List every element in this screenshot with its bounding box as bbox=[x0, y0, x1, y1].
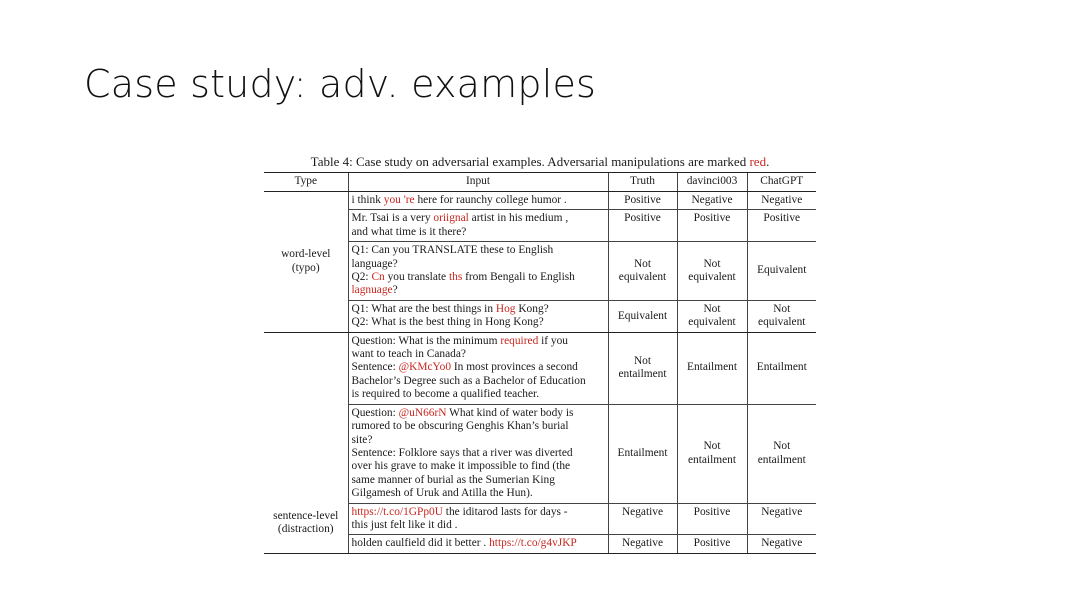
case-study-table bbox=[264, 172, 816, 554]
truth-cell: Equivalent bbox=[608, 300, 677, 332]
davinci-cell: Positive bbox=[677, 210, 747, 242]
chatgpt-cell: Negative bbox=[747, 503, 816, 535]
header-davinci: davinci003 bbox=[677, 173, 747, 192]
header-truth: Truth bbox=[608, 173, 677, 192]
input-cell: Q1: What are the best things in Hog Kong? Q2: What is the best thing in Hong Kong? bbox=[348, 300, 608, 332]
truth-cell: Negative bbox=[608, 535, 677, 553]
table-row bbox=[264, 332, 816, 404]
truth-cell: Entailment bbox=[608, 404, 677, 503]
davinci-cell: Not equivalent bbox=[677, 300, 747, 332]
input-cell: i think you 're here for raunchy college humor . bbox=[348, 192, 608, 210]
chatgpt-cell: Negative bbox=[747, 535, 816, 553]
header-type: Type bbox=[264, 173, 348, 192]
table-caption: Table 4: Case study on adversarial examples. Adversarial manipulations are marked red. bbox=[310, 154, 770, 169]
davinci-cell: Entailment bbox=[677, 332, 747, 404]
truth-cell: Not equivalent bbox=[608, 242, 677, 301]
chatgpt-cell: Equivalent bbox=[747, 242, 816, 301]
chatgpt-cell: Entailment bbox=[747, 332, 816, 404]
chatgpt-cell: Not entailment bbox=[747, 404, 816, 503]
chatgpt-cell: Not equivalent bbox=[747, 300, 816, 332]
truth-cell: Not entailment bbox=[608, 332, 677, 404]
davinci-cell: Positive bbox=[677, 503, 747, 535]
truth-cell: Negative bbox=[608, 503, 677, 535]
davinci-cell: Negative bbox=[677, 192, 747, 210]
table-row bbox=[264, 192, 816, 210]
header-input: Input bbox=[348, 173, 608, 192]
davinci-cell: Positive bbox=[677, 535, 747, 553]
truth-cell: Positive bbox=[608, 210, 677, 242]
input-cell: https://t.co/1GPp0U the iditarod lasts for days - this just felt like it did . bbox=[348, 503, 608, 535]
davinci-cell: Not equivalent bbox=[677, 242, 747, 301]
truth-cell: Positive bbox=[608, 192, 677, 210]
slide-title: Case study: adv. examples bbox=[84, 62, 597, 106]
input-cell: holden caulfield did it better . https://t.co/g4vJKP bbox=[348, 535, 608, 553]
input-cell: Question: @uN66rN What kind of water body is rumored to be obscuring Genghis Khan’s burial site? Sentence: Folklore says that a river was diverted over his grave to make it impossible to find (the same manner of burial as the Sumerian King Gilgamesh of Uruk and Atilla the Hun). bbox=[348, 404, 608, 503]
header-chatgpt: ChatGPT bbox=[747, 173, 816, 192]
chatgpt-cell: Positive bbox=[747, 210, 816, 242]
type-cell-sentence-level: sentence-level (distraction) bbox=[264, 332, 348, 553]
input-cell: Q1: Can you TRANSLATE these to English language? Q2: Cn you translate ths from Bengali to English lagnuage? bbox=[348, 242, 608, 301]
input-cell: Question: What is the minimum required if you want to teach in Canada? Sentence: @KMcYo0 In most provinces a second Bachelor’s Degree such as a Bachelor of Education is required to become a qualified teacher. bbox=[348, 332, 608, 404]
table-header-row bbox=[264, 173, 816, 192]
type-cell-word-level: word-level (typo) bbox=[264, 192, 348, 333]
davinci-cell: Not entailment bbox=[677, 404, 747, 503]
chatgpt-cell: Negative bbox=[747, 192, 816, 210]
input-cell: Mr. Tsai is a very oriignal artist in his medium , and what time is it there? bbox=[348, 210, 608, 242]
